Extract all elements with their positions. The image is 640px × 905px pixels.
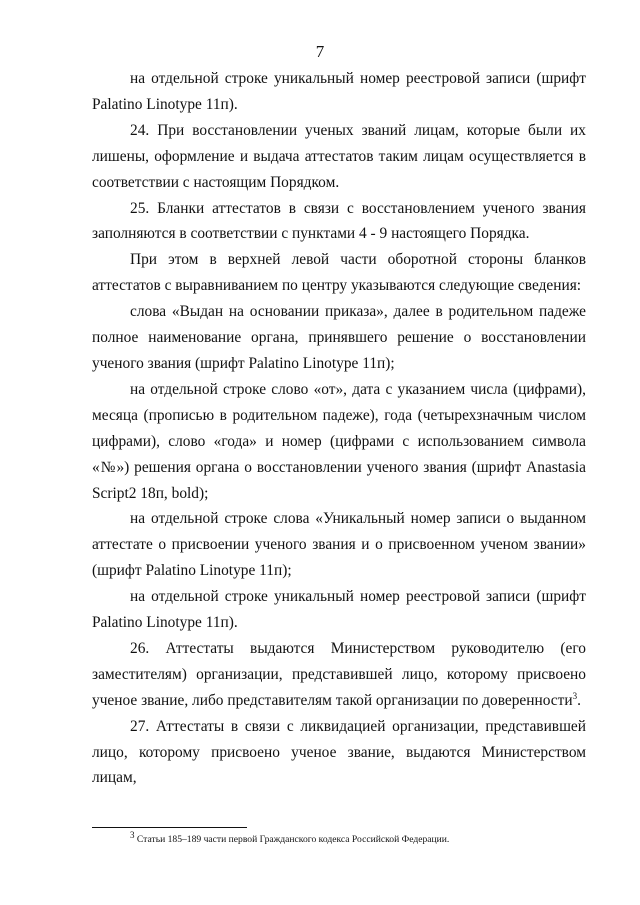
footnote-reference[interactable]: 3 [572, 690, 578, 701]
footnote-separator [92, 827, 247, 828]
paragraph: на отдельной строке уникальный номер реестровой записи (шрифт Palatino Linotype 11п). [92, 70, 586, 113]
paragraph-text: 26. Аттестаты выдаются Министерством руководителю (его заместителям) организации, представившей лицо, которому присвоено ученое звание, либо представителям такой организации по доверенности [92, 639, 586, 709]
footnote-text: Статьи 185–189 части первой Гражданского кодекса Российской Федерации. [136, 834, 450, 845]
paragraph: 24. При восстановлении ученых званий лицам, которые были их лишены, оформление и выдача аттестатов таким лицам осуществляется в соответствии с настоящим Порядком. [92, 121, 586, 191]
paragraph: При этом в верхней левой части оборотной стороны бланков аттестатов с выравниванием по центру указываются следующие сведения: [92, 251, 586, 295]
paragraph: на отдельной строке слова «Уникальный номер записи о выданном аттестате о присвоении ученого звания и о присвоенном ученом звании» (шрифт Palatino Linotype 11п); [92, 510, 586, 580]
document-body [92, 66, 586, 791]
paragraph: на отдельной строке слово «от», дата с указанием числа (цифрами), месяца (прописью в родительном падеже), года (четырехзначным числом цифрами), слово «года» и номер (цифрами с использованием символа «№») решения органа о восстановлении ученого звания (шрифт Anastasia Script2 18п, bold); [92, 380, 586, 502]
paragraph-with-footnote: 26. Аттестаты выдаются Министерством руководителю (его заместителям) организации, представившей лицо, которому присвоено ученое звание, либо представителям такой организации по доверенности$^3$. [92, 639, 586, 709]
footnote [130, 829, 590, 847]
page-number: 7 [315, 42, 325, 61]
footnote-marker: 3 [130, 829, 135, 840]
paragraph: слова «Выдан на основании приказа», далее в родительном падеже полное наименование органа, принявшего решение о восстановлении ученого звания (шрифт Palatino Linotype 11п); [92, 303, 586, 372]
paragraph: на отдельной строке уникальный номер реестровой записи (шрифт Palatino Linotype 11п). [92, 588, 586, 632]
paragraph: 27. Аттестаты в связи с ликвидацией организации, представившей лицо, которому присвоено ученое звание, выдаются Министерством лицам, [92, 717, 586, 787]
paragraph: 25. Бланки аттестатов в связи с восстановлением ученого звания заполняются в соответствии с пунктами 4 - 9 настоящего Порядка. [92, 199, 586, 243]
